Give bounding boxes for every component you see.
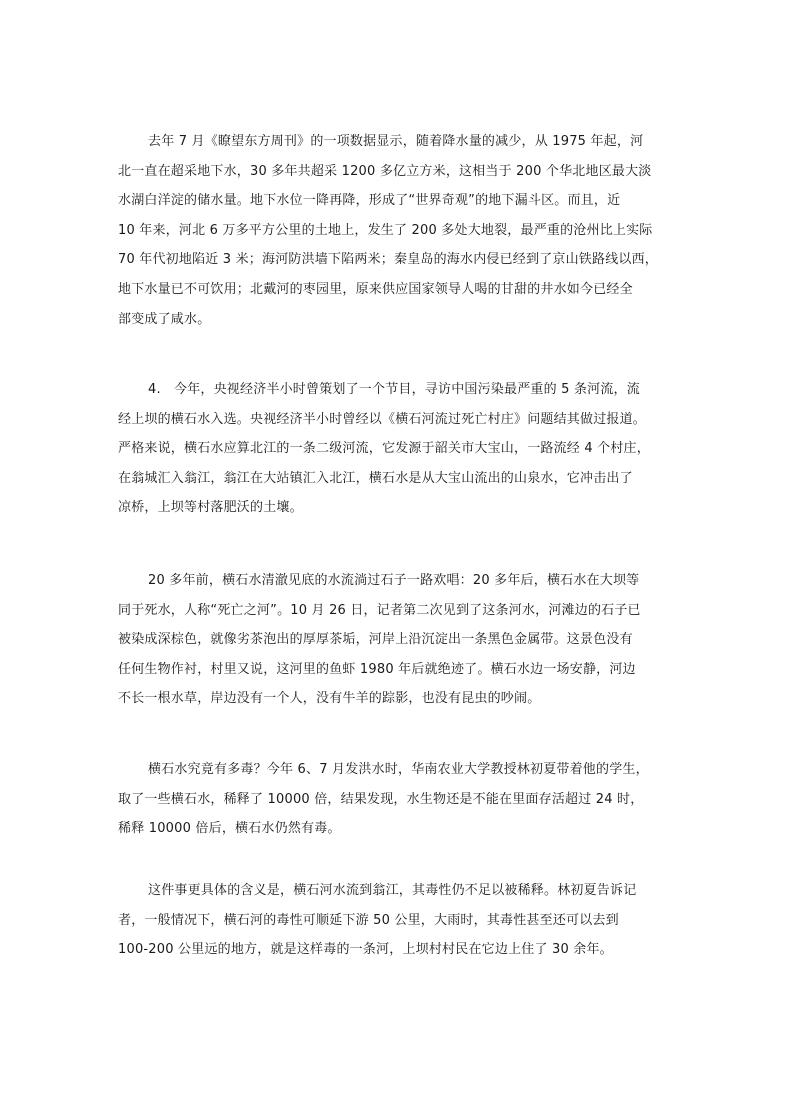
- text-line: 凉桥，上坝等村落肥沃的土壤。: [118, 500, 303, 516]
- paragraph-hengshi-river-intro: [118, 375, 698, 523]
- text-line: 者，一般情况下，横石河的毒性可顺延下游 50 公里，大雨时，其毒性甚至还可以去到: [118, 912, 619, 928]
- text-line: 北一直在超采地下水，30 多年共超采 1200 多亿立方米，这相当于 200 个华北地区最大淡: [118, 163, 652, 179]
- text-line: 同于死水，人称“死亡之河”。10 月 26 日，记者第二次见到了这条河水，河滩边的石子已: [118, 602, 641, 618]
- text-line: 在翁城汇入翁江，翁江在大站镇汇入北江，横石水是从大宝山流出的山泉水，它冲击出了: [118, 470, 633, 486]
- text-line: 20 多年前，横石水清澈见底的水流淌过石子一路欢唱：20 多年后，横石水在大坝等: [148, 573, 640, 588]
- paragraph-river-of-death: [118, 566, 698, 714]
- text-line: 经上坝的横石水入选。央视经济半小时曾经以《横石河流过死亡村庄》问题结其做过报道。: [118, 411, 647, 427]
- paragraph-hebei-groundwater: [118, 127, 698, 334]
- text-line: 100-200 公里远的地方，就是这样毒的一条河，上坝村村民在它边上住了 30 余年。: [118, 942, 613, 958]
- text-line: 被染成深棕色，就像劣茶泡出的厚厚茶垢，河岸上沿沉淀出一条黑色金属带。这景色没有: [118, 632, 633, 648]
- text-line: 去年 7 月《瞭望东方周刊》的一项数据显示，随着降水量的减少，从 1975 年起，河: [148, 134, 644, 149]
- text-line: 地下水量已不可饮用；北戴河的枣园里，原来供应国家领导人喝的甘甜的井水如今已经全: [118, 281, 633, 297]
- text-line: 这件事更具体的含义是，横石河水流到翁江，其毒性仍不足以被稀释。林初夏告诉记: [148, 883, 637, 898]
- text-line: 取了一些横石水，稀释了 10000 倍，结果发现，水生物还是不能在里面存活超过 24 时，: [118, 791, 644, 807]
- paragraph-toxicity-test: [118, 755, 698, 844]
- text-line: 严格来说，横石水应算北江的一条二级河流，它发源于韶关市大宝山，一路流经 4 个村庄，: [118, 441, 650, 457]
- paragraph-downstream-impact: [118, 876, 698, 965]
- text-line: 4. 今年，央视经济半小时曾策划了一个节目，寻访中国污染最严重的 5 条河流，流: [148, 382, 640, 397]
- text-line: 水湖白洋淀的储水量。地下水位一降再降，形成了“世界奇观”的地下漏斗区。而且，近: [118, 193, 621, 209]
- text-line: 部变成了咸水。: [118, 311, 211, 327]
- text-line: 稀释 10000 倍后，横石水仍然有毒。: [118, 821, 341, 837]
- text-line: 10 年来，河北 6 万多平方公里的土地上，发生了 200 多处大地裂，最严重的沧州比上实际: [118, 222, 653, 238]
- text-line: 横石水究竟有多毒？今年 6、7 月发洪水时，华南农业大学教授林初夏带着他的学生，: [148, 762, 649, 777]
- text-line: 任何生物作衬，村里又说，这河里的鱼虾 1980 年后就绝迹了。横石水边一场安静，河边: [118, 661, 636, 677]
- text-line: 不长一根水草，岸边没有一个人，没有牛羊的踪影，也没有昆虫的吵闹。: [118, 691, 541, 707]
- text-line: 70 年代初地陷近 3 米；海河防洪墙下陷两米；秦皇岛的海水内侵已经到了京山铁路线以西，: [118, 252, 659, 268]
